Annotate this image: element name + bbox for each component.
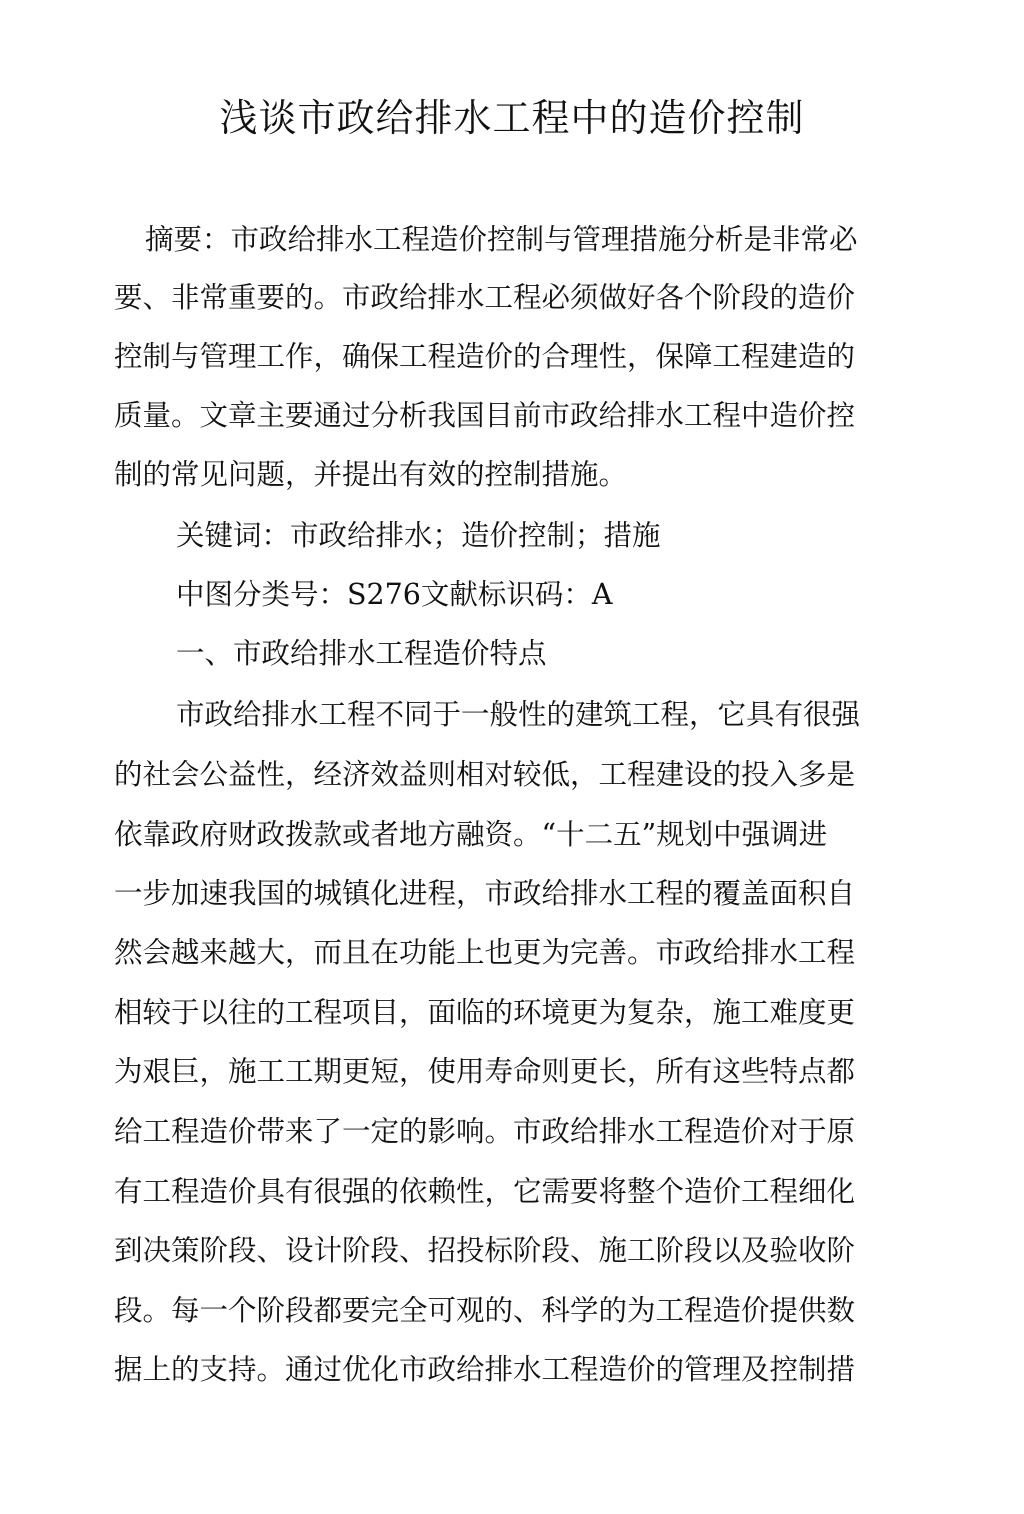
abstract-line-1: 摘要：市政给排水工程造价控制与管理措施分析是非常必 xyxy=(145,223,858,256)
document-title: 浅谈市政给排水工程中的造价控制 xyxy=(219,96,805,140)
abstract-line-5: 制的常见问题，并提出有效的控制措施。 xyxy=(114,458,628,491)
abstract-line-3: 控制与管理工作，确保工程造价的合理性，保障工程建造的 xyxy=(114,340,856,373)
body-line-9: 有工程造价具有很强的依赖性，它需要将整个造价工程细化 xyxy=(114,1175,856,1208)
section-heading: 一、市政给排水工程造价特点 xyxy=(176,637,547,670)
body-line-5: 然会越来越大，而且在功能上也更为完善。市政给排水工程 xyxy=(114,936,856,969)
body-line-12: 据上的支持。通过优化市政给排水工程造价的管理及控制措 xyxy=(114,1353,856,1386)
body-line-2: 的社会公益性，经济效益则相对较低，工程建设的投入多是 xyxy=(114,758,856,791)
body-line-7: 为艰巨，施工工期更短，使用寿命则更长，所有这些特点都 xyxy=(114,1055,856,1088)
body-line-6: 相较于以往的工程项目，面临的环境更为复杂，施工难度更 xyxy=(114,996,856,1029)
abstract-line-4: 质量。文章主要通过分析我国目前市政给排水工程中造价控 xyxy=(114,399,856,432)
body-line-8: 给工程造价带来了一定的影响。市政给排水工程造价对于原 xyxy=(114,1115,856,1148)
body-line-10: 到决策阶段、设计阶段、招投标阶段、施工阶段以及验收阶 xyxy=(114,1234,856,1267)
abstract-line-2: 要、非常重要的。市政给排水工程必须做好各个阶段的造价 xyxy=(114,281,856,314)
body-line-11: 段。每一个阶段都要完全可观的、科学的为工程造价提供数 xyxy=(114,1294,856,1327)
body-line-1: 市政给排水工程不同于一般性的建筑工程，它具有很强 xyxy=(176,698,861,731)
classification-line: 中图分类号：S276文献标识码：A xyxy=(176,578,613,611)
keywords-line: 关键词：市政给排水；造价控制；措施 xyxy=(176,519,661,552)
body-line-3: 依靠政府财政拨款或者地方融资。“十二五”规划中强调进 xyxy=(114,818,828,851)
body-line-4: 一步加速我国的城镇化进程，市政给排水工程的覆盖面积自 xyxy=(114,877,856,910)
